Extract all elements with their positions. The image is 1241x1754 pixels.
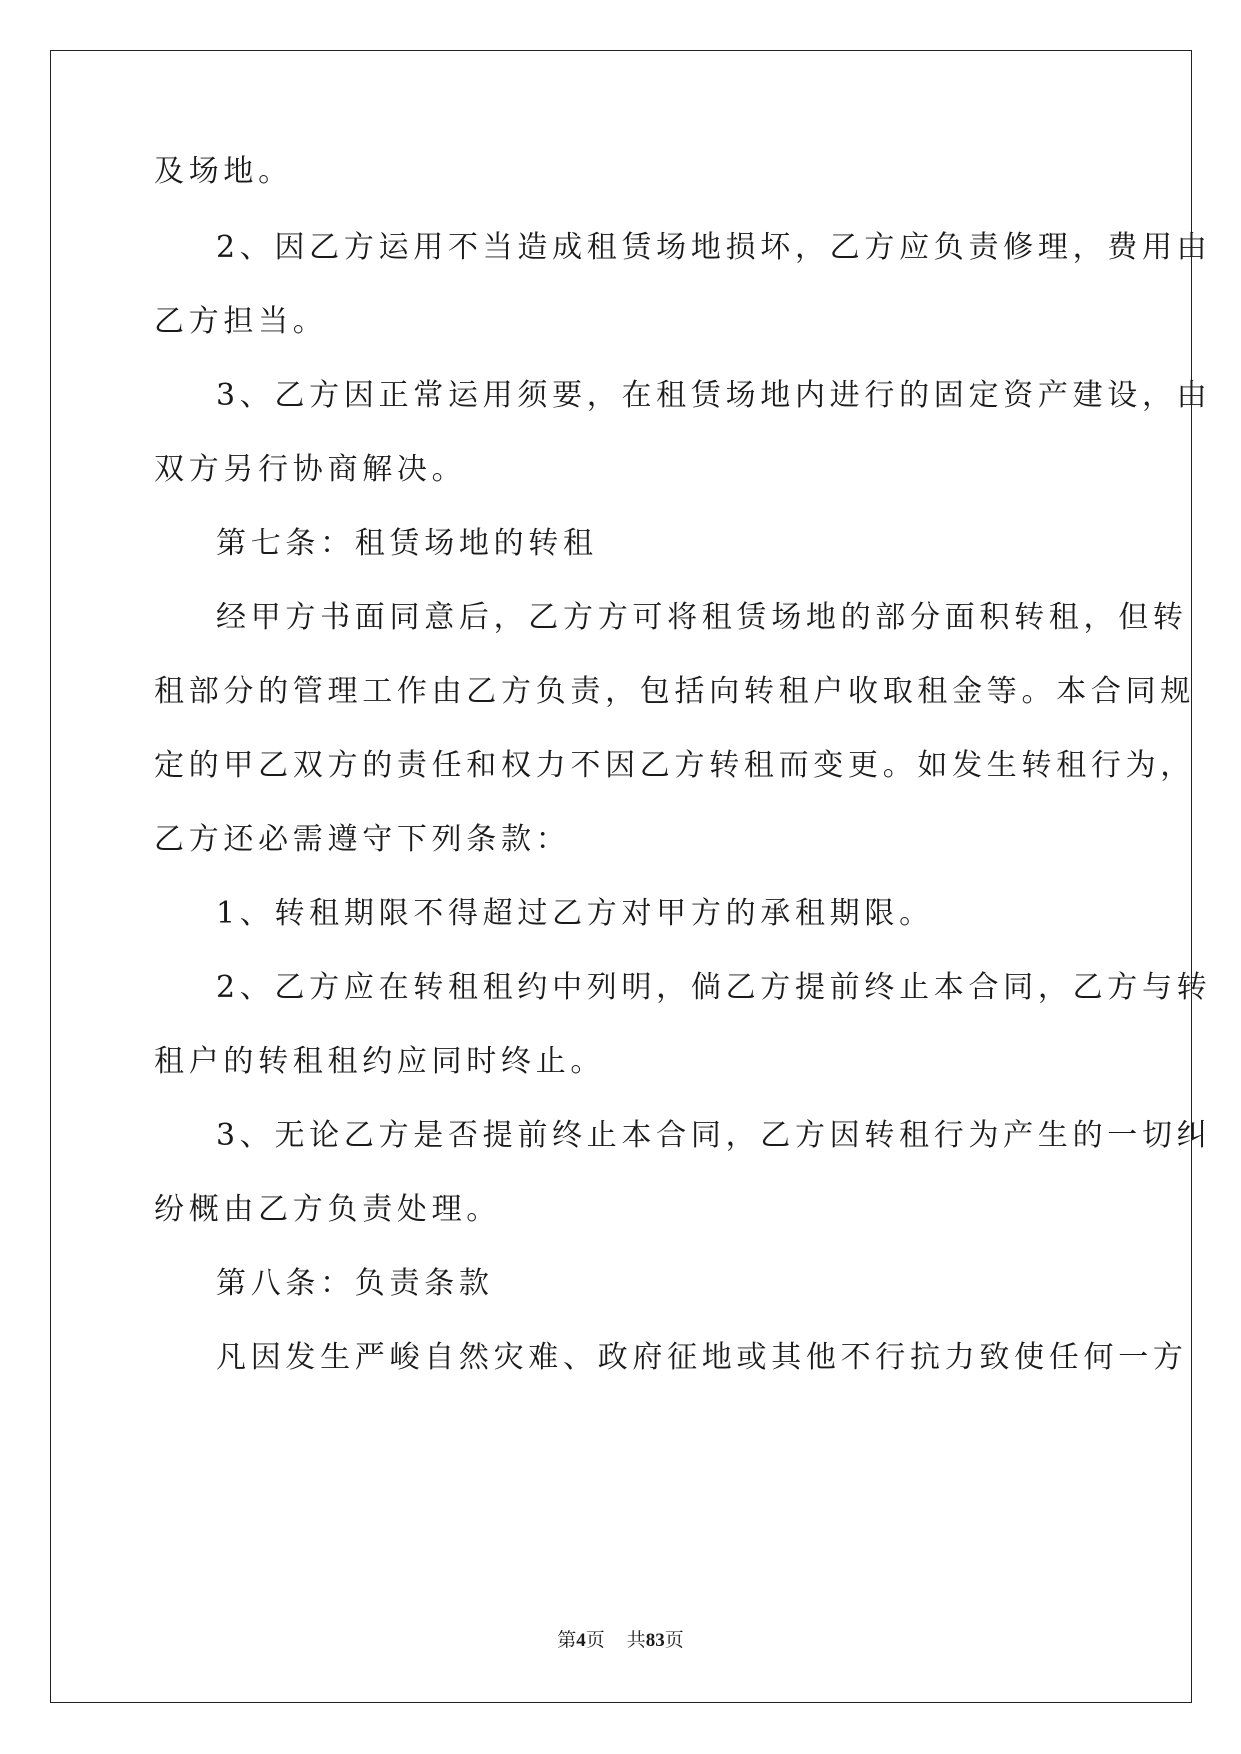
body-text-line: 凡因发生严峻自然灾难、政府征地或其他不行抗力致使任何一方 [216, 1340, 1188, 1375]
body-text-line: 乙方还必需遵守下列条款： [154, 822, 571, 857]
total-suffix: 页 [664, 1629, 684, 1651]
body-text-line: 经甲方书面同意后，乙方方可将租赁场地的部分面积转租，但转 [216, 600, 1188, 635]
section-heading: 第七条：租赁场地的转租 [216, 526, 598, 561]
page-prefix: 第 [557, 1629, 577, 1651]
body-text-line: 及场地。 [154, 154, 293, 189]
total-pages: 83 [645, 1630, 665, 1651]
page-suffix: 页 [585, 1629, 605, 1651]
body-text-line: 租部分的管理工作由乙方负责，包括向转租户收取租金等。本合同规 [154, 674, 1195, 709]
body-text-line: 乙方担当。 [154, 304, 328, 339]
total-prefix: 共 [626, 1629, 646, 1651]
page-footer [0, 1628, 1241, 1653]
section-heading: 第八条：负责条款 [216, 1266, 494, 1301]
body-text-line: 定的甲乙双方的责任和权力不因乙方转租而变更。如发生转租行为， [154, 748, 1195, 783]
body-text-line: 1、转租期限不得超过乙方对甲方的承租期限。 [216, 896, 934, 931]
body-text-line: 2、因乙方运用不当造成租赁场地损坏，乙方应负责修理，费用由 [216, 230, 1212, 265]
body-text-line: 3、乙方因正常运用须要，在租赁场地内进行的固定资产建设，由 [216, 378, 1212, 413]
body-text-line: 3、无论乙方是否提前终止本合同，乙方因转租行为产生的一切纠 [216, 1118, 1212, 1153]
body-text-line: 2、乙方应在转租租约中列明，倘乙方提前终止本合同，乙方与转 [216, 970, 1212, 1005]
body-text-line: 租户的转租租约应同时终止。 [154, 1044, 606, 1079]
body-text-line: 纷概由乙方负责处理。 [154, 1192, 501, 1227]
page-border [50, 50, 1192, 1703]
page-number: 4 [576, 1630, 586, 1651]
body-text-line: 双方另行协商解决。 [154, 452, 467, 487]
